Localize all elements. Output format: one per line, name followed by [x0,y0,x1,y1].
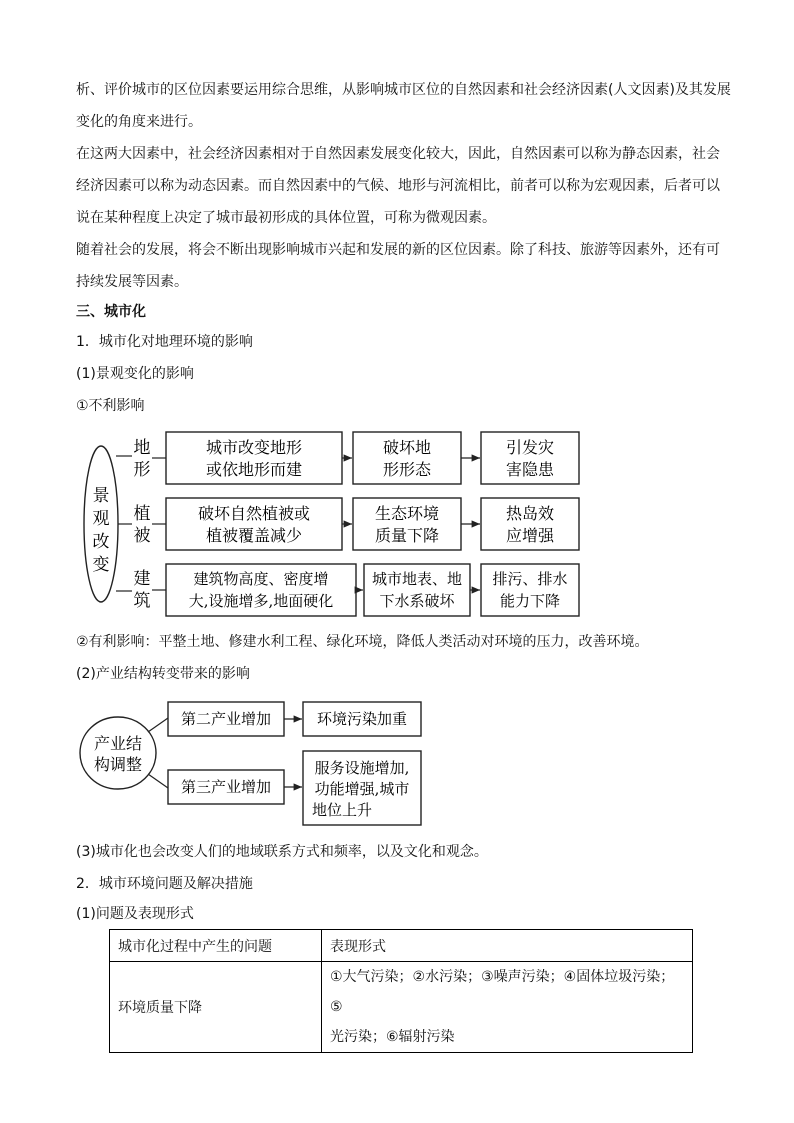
paragraph-line: 说在某种程度上决定了城市最初形成的具体位置，可称为微观因素。 [76,210,496,226]
sub-heading: ①不利影响 [76,398,145,414]
row-label: 形 [133,460,151,480]
table-header: 表现形式 [322,930,693,962]
item-heading: 2．城市环境问题及解决措施 [76,876,253,892]
row-label: 建 [133,569,151,589]
svg-text:功能增强,城市: 功能增强,城市 [314,780,410,798]
paragraph-line: 持续发展等因素。 [76,274,188,290]
paragraph-line: 经济因素可以称为动态因素。而自然因素中的气候、地形与河流相比，前者可以称为宏观因素，后者可以 [76,178,720,194]
row-label: 被 [133,526,151,546]
sub-heading: (3)城市化也会改变人们的地域联系方式和频率，以及文化和观念。 [76,844,488,860]
forms-line: 光污染；⑥辐射污染 [330,1029,455,1045]
oval-char: 景 [92,486,110,506]
row-label: 地 [133,438,151,458]
landscape-change-diagram [80,426,590,618]
sub-heading: (1)景观变化的影响 [76,366,194,382]
svg-text:生态环境: 生态环境 [374,504,440,523]
svg-text:下水系破坏: 下水系破坏 [379,592,455,610]
paragraph-line: 变化的角度来进行。 [76,114,202,130]
table-header-row [110,930,693,962]
problems-table [109,929,693,1053]
table-row [110,962,693,1053]
svg-text:第二产业增加: 第二产业增加 [180,710,272,728]
table-cell [322,962,693,1053]
svg-text:能力下降: 能力下降 [499,592,561,610]
svg-text:构调整: 构调整 [93,755,143,774]
svg-text:质量下降: 质量下降 [374,526,440,545]
svg-text:植被覆盖减少: 植被覆盖减少 [205,526,303,545]
item-heading: 1．城市化对地理环境的影响 [76,334,253,350]
oval-char: 改 [92,532,110,552]
table-header: 城市化过程中产生的问题 [110,930,322,962]
section-heading: 三、城市化 [76,304,146,320]
svg-text:城市地表、地: 城市地表、地 [371,570,463,588]
svg-text:产业结: 产业结 [93,734,143,753]
svg-text:或依地形而建: 或依地形而建 [205,460,303,479]
svg-text:环境污染加重: 环境污染加重 [316,710,408,728]
svg-text:建筑物高度、密度增: 建筑物高度、密度增 [193,570,329,588]
table-cell: 环境质量下降 [110,962,322,1053]
svg-text:大,设施增多,地面硬化: 大,设施增多,地面硬化 [188,592,334,610]
paragraph-line: 析、评价城市的区位因素要运用综合思维，从影响城市区位的自然因素和社会经济因素(人文因素)及其发展 [76,82,731,98]
oval-char: 变 [92,555,110,575]
svg-text:排污、排水: 排污、排水 [492,570,568,588]
svg-text:地位上升: 地位上升 [311,801,373,819]
row-label: 植 [133,504,151,524]
svg-text:热岛效: 热岛效 [505,504,555,523]
sub-heading: (1)问题及表现形式 [76,906,194,922]
svg-text:城市改变地形: 城市改变地形 [205,438,303,457]
svg-text:第三产业增加: 第三产业增加 [180,778,272,796]
forms-line: ①大气污染；②水污染；③噪声污染；④固体垃圾污染；⑤ [330,969,675,1015]
svg-text:破坏自然植被或: 破坏自然植被或 [197,504,311,523]
favorable-impact-text: ②有利影响：平整土地、修建水利工程、绿化环境，降低人类活动对环境的压力，改善环境。 [76,634,649,650]
svg-text:服务设施增加,: 服务设施增加, [314,759,410,777]
svg-text:应增强: 应增强 [505,526,555,545]
industry-structure-diagram [76,696,428,830]
industry-circle [80,717,156,789]
svg-text:引发灾: 引发灾 [505,438,555,457]
oval-char: 观 [92,509,110,529]
paragraph-line: 随着社会的发展，将会不断出现影响城市兴起和发展的新的区位因素。除了科技、旅游等因素外，还有可 [76,242,720,258]
sub-heading: (2)产业结构转变带来的影响 [76,666,250,682]
paragraph-line: 在这两大因素中，社会经济因素相对于自然因素发展变化较大，因此，自然因素可以称为静态因素，社会 [76,146,720,162]
svg-text:破坏地: 破坏地 [382,438,432,457]
row-label: 筑 [133,591,151,611]
svg-text:形形态: 形形态 [382,460,432,479]
svg-text:害隐患: 害隐患 [505,460,555,479]
